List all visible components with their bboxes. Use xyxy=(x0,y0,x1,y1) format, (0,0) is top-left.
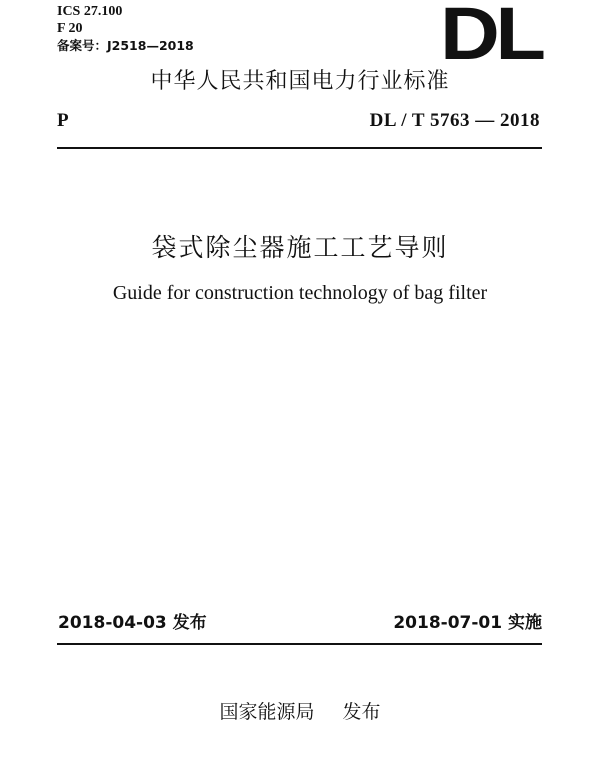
publisher-action: 发布 xyxy=(342,701,381,723)
issue-date: 2018-04-03 发布 xyxy=(58,613,207,633)
implementation-date: 2018-07-01 实施 xyxy=(393,613,542,633)
classification-code: F 20 xyxy=(57,21,83,36)
publisher-name: 国家能源局 xyxy=(219,701,315,723)
document-title-en: Guide for construction technology of bag filter xyxy=(112,282,488,304)
publisher-line xyxy=(0,700,600,724)
top-divider xyxy=(57,147,542,149)
document-title-cn: 袋式除尘器施工工艺导则 xyxy=(151,233,449,262)
standard-category: 中华人民共和国电力行业标准 xyxy=(150,69,450,94)
standard-number: DL / T 5763 — 2018 xyxy=(369,110,540,131)
standard-level-mark: P xyxy=(57,110,69,131)
dl-logo: DL xyxy=(440,0,542,75)
ics-code: ICS 27.100 xyxy=(57,4,123,19)
record-number: 备案号：J2518—2018 xyxy=(57,38,194,53)
bottom-divider xyxy=(57,643,542,645)
